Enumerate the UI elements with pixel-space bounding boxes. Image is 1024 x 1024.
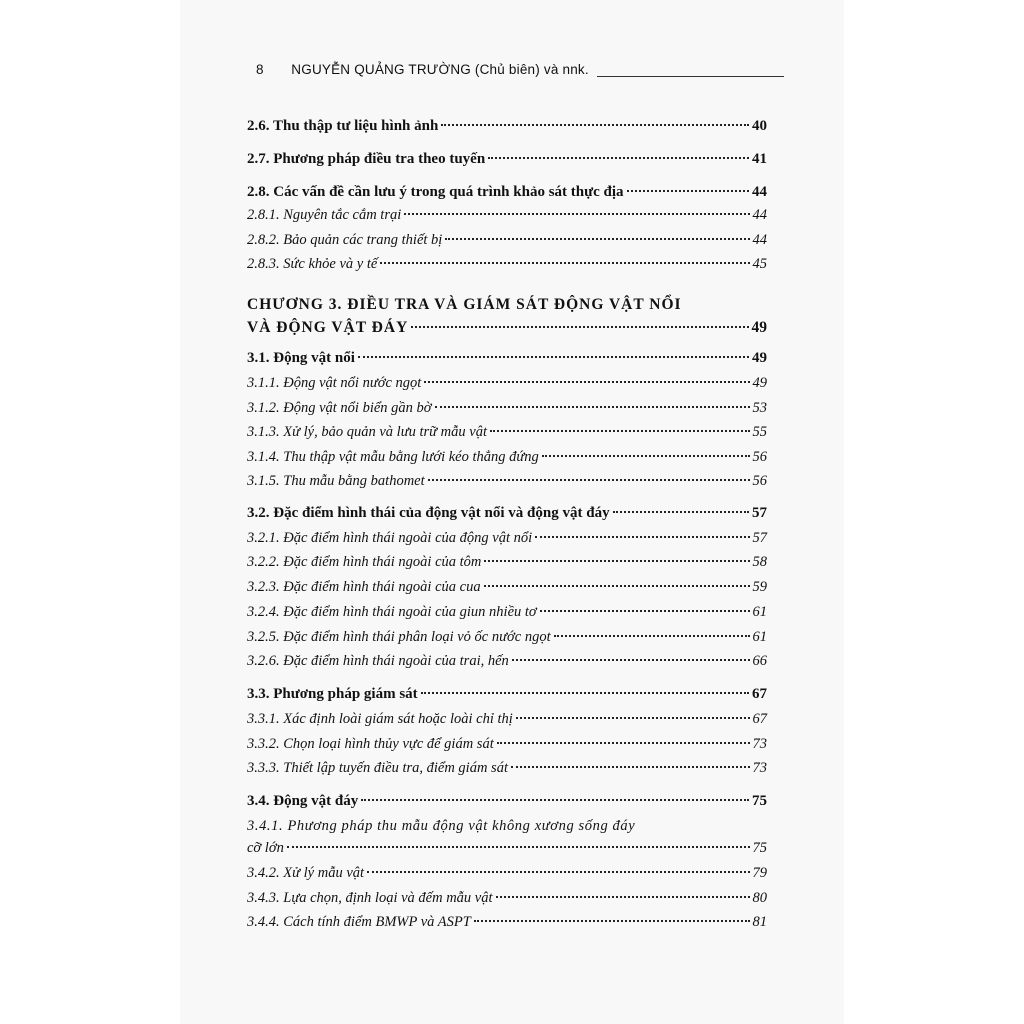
toc-entry: 3.1.3. Xử lý, bảo quản và lưu trữ mẫu vật 55 [247,424,767,440]
dot-leader [490,430,750,432]
dot-leader [441,124,749,126]
toc-entry: 3.4.4. Cách tính điểm BMWP và ASPT 81 [247,914,767,930]
dot-leader [484,560,749,562]
toc-entry: 3.2.3. Đặc điểm hình thái ngoài của cua 59 [247,579,767,595]
dot-leader [535,536,749,538]
toc-entry: 3.1. Động vật nổi 49 [247,350,767,366]
dot-leader [511,766,750,768]
toc-entry: 2.8.1. Nguyên tắc cắm trại 44 [247,207,767,223]
toc-entry: 3.3.3. Thiết lập tuyến điều tra, điểm giám sát 73 [247,760,767,776]
toc-entry: 3.2.6. Đặc điểm hình thái ngoài của trai, hến 66 [247,653,767,669]
dot-leader [496,896,750,898]
chapter-heading-line2: VÀ ĐỘNG VẬT ĐÁY 49 [247,319,767,336]
dot-leader [540,610,750,612]
toc-entry: 2.8.2. Bảo quản các trang thiết bị 44 [247,232,767,248]
toc-entry: 3.2.1. Đặc điểm hình thái ngoài của động vật nổi 57 [247,530,767,546]
dot-leader [428,479,750,481]
toc-entry: 2.6. Thu thập tư liệu hình ảnh 40 [247,118,767,134]
toc-entry: 3.2.4. Đặc điểm hình thái ngoài của giun nhiều tơ 61 [247,604,767,620]
toc-entry: 3.2.2. Đặc điểm hình thái ngoài của tôm 58 [247,554,767,570]
dot-leader [542,455,750,457]
toc-entry: 3.4.2. Xử lý mẫu vật 79 [247,865,767,881]
dot-leader [361,799,749,801]
dot-leader [512,659,750,661]
dot-leader [404,213,749,215]
dot-leader [445,238,749,240]
toc-entry: 3.2.5. Đặc điểm hình thái phân loại vỏ ốc nước ngọt 61 [247,629,767,645]
toc-entry: 3.2. Đặc điểm hình thái của động vật nổi và động vật đáy 57 [247,505,767,521]
toc-entry: 2.8.3. Sức khỏe và y tế 45 [247,256,767,272]
header-rule [597,76,784,77]
dot-leader [554,635,750,637]
dot-leader [613,511,749,513]
toc-entry: cỡ lớn 75 [247,840,767,856]
toc-entry: 3.1.5. Thu mẫu bằng bathomet 56 [247,473,767,489]
toc-entry-wrapped: 3.4.1. Phương pháp thu mẫu động vật không xương sống đáy [247,818,636,834]
dot-leader [358,356,749,358]
toc-entry: 3.1.2. Động vật nổi biển gần bờ 53 [247,400,767,416]
dot-leader [421,692,749,694]
dot-leader [411,326,748,328]
chapter-heading: CHƯƠNG 3. ĐIỀU TRA VÀ GIÁM SÁT ĐỘNG VẬT NỔI [247,296,682,313]
dot-leader [488,157,749,159]
dot-leader [424,381,749,383]
toc-entry: 3.1.1. Động vật nổi nước ngọt 49 [247,375,767,391]
toc-entry: 3.4.3. Lựa chọn, định loại và đếm mẫu vật 80 [247,890,767,906]
page-number: 8 [256,62,264,77]
dot-leader [497,742,750,744]
toc-entry: 2.7. Phương pháp điều tra theo tuyến 41 [247,151,767,167]
dot-leader [627,190,749,192]
toc-entry: 3.4. Động vật đáy 75 [247,793,767,809]
running-title: NGUYỄN QUẢNG TRƯỜNG (Chủ biên) và nnk. [291,62,589,77]
dot-leader [367,871,749,873]
running-header [256,62,589,78]
toc-entry: 3.3.2. Chọn loại hình thủy vực để giám sát 73 [247,736,767,752]
dot-leader [484,585,750,587]
toc-entry: 3.3.1. Xác định loài giám sát hoặc loài chỉ thị 67 [247,711,767,727]
dot-leader [474,920,750,922]
toc-entry: 2.8. Các vấn đề cần lưu ý trong quá trình khảo sát thực địa 44 [247,184,767,200]
dot-leader [287,846,750,848]
toc-entry: 3.1.4. Thu thập vật mẫu bằng lưới kéo thẳng đứng 56 [247,449,767,465]
dot-leader [380,262,749,264]
dot-leader [435,406,750,408]
dot-leader [516,717,750,719]
toc-entry: 3.3. Phương pháp giám sát 67 [247,686,767,702]
